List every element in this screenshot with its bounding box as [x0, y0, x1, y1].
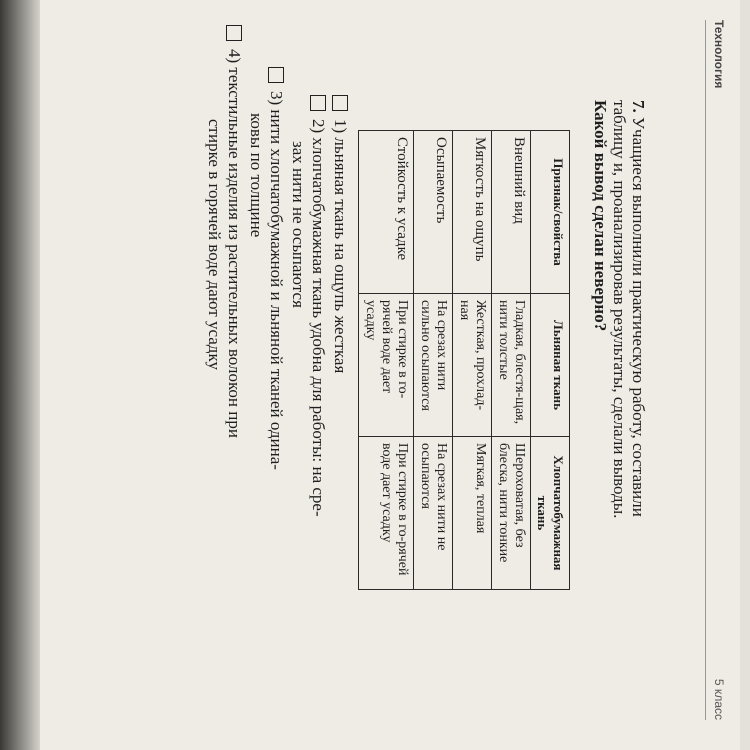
- stem-prefix: Какой вывод сделан: [591, 100, 610, 261]
- cotton-cell: Мягкая, теплая: [453, 437, 492, 590]
- grade-label: 5 класс: [712, 678, 726, 720]
- answer-option-2[interactable]: [288, 95, 328, 695]
- answer-option-1[interactable]: [330, 95, 350, 695]
- checkbox-icon[interactable]: [226, 25, 242, 41]
- answer-label: 3) нити хлопчатобумажной и льняной тканей одина-: [267, 91, 286, 470]
- row-name: Мягкость на ощупь: [453, 131, 492, 294]
- table-row: [359, 131, 414, 590]
- checkbox-icon[interactable]: [332, 95, 348, 111]
- worksheet-page: [40, 0, 740, 750]
- table-header-cell: Льняная ткань: [531, 294, 570, 437]
- row-name: Внешний вид: [492, 131, 531, 294]
- table-header-cell: Признак/свойства: [531, 131, 570, 294]
- subject-label: Технология: [712, 20, 726, 89]
- answer-option-4[interactable]: [204, 25, 244, 695]
- question-number: 7.: [629, 100, 648, 113]
- stem-emphasis: неверно: [591, 260, 610, 323]
- answer-option-3[interactable]: [246, 67, 286, 695]
- answer-label: 2) хлопчатобумажная ткань удобна для работы: на сре-: [309, 119, 328, 517]
- linen-cell: При стирке в го-рячей воде дает усадку: [359, 294, 414, 437]
- table-row: [492, 131, 531, 590]
- stem-suffix: ?: [591, 322, 610, 332]
- question-line-2: таблицу и, проанализировав результаты, сделали выводы.: [610, 100, 629, 519]
- checkbox-icon[interactable]: [268, 67, 284, 83]
- linen-cell: Жесткая, прохлад-ная: [453, 294, 492, 437]
- table-row: [453, 131, 492, 590]
- linen-cell: На срезах нити сильно осыпаются: [414, 294, 453, 437]
- answer-continuation: ковы по толщине: [247, 113, 266, 238]
- table-header-row: [531, 131, 570, 590]
- row-name: Осыпаемость: [414, 131, 453, 294]
- question-line-1: Учащиеся выполнили практическую работу, составили: [629, 117, 648, 517]
- answer-label: 1) льняная ткань на ощупь жесткая: [331, 119, 350, 374]
- linen-cell: Гладкая, блестя-щая, нити толстые: [492, 294, 531, 437]
- answer-continuation: зах нити не осыпаются: [289, 141, 308, 308]
- cotton-cell: Шероховатая, без блеска, нити тонкие: [492, 437, 531, 590]
- row-name: Стойкость к усадке: [359, 131, 414, 294]
- table-header-cell: Хлопчатобумажная ткань: [531, 437, 570, 590]
- checkbox-icon[interactable]: [310, 95, 326, 111]
- question-stem: [591, 100, 610, 331]
- answer-options: [202, 49, 350, 695]
- cotton-cell: На срезах нити не осыпаются: [414, 437, 453, 590]
- page-header: [705, 20, 728, 720]
- question-text: [591, 100, 648, 660]
- table-row: [414, 131, 453, 590]
- properties-table: [358, 130, 570, 590]
- cotton-cell: При стирке в го-рячей воде дает усадку: [359, 437, 414, 590]
- answer-label: 4) текстильные изделия из растительных волокон при: [225, 49, 244, 438]
- answer-continuation: стирке в горячей воде дают усадку: [205, 119, 224, 370]
